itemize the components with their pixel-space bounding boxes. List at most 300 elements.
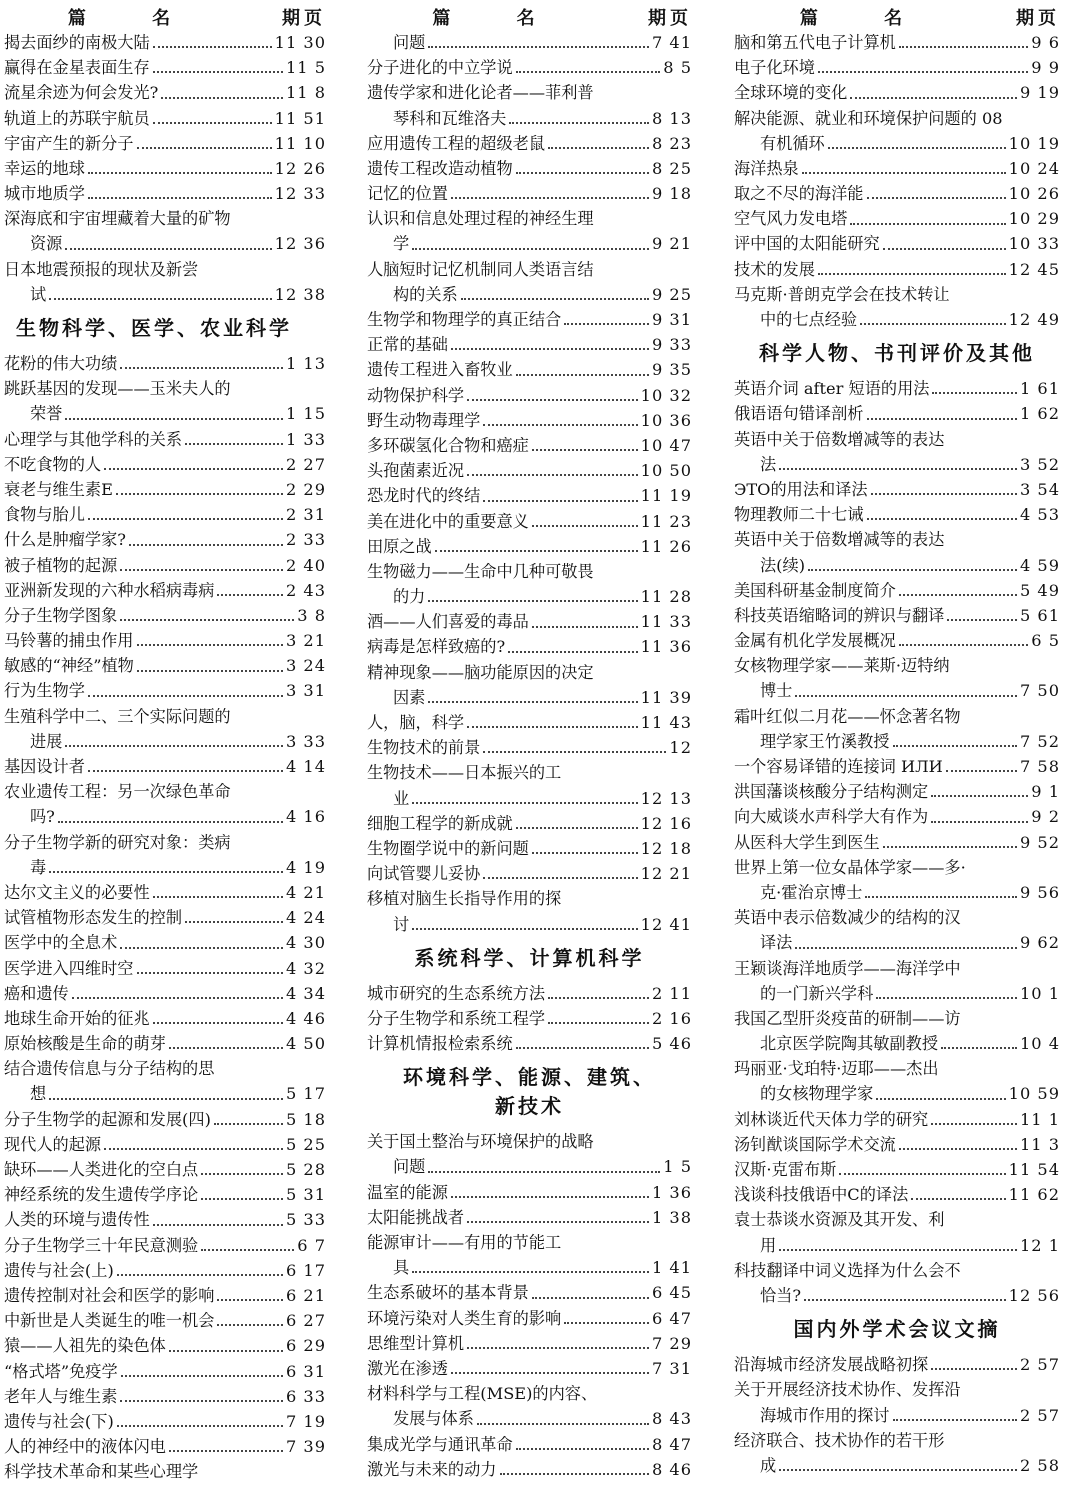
issue-page: 2 58 bbox=[1019, 1455, 1060, 1475]
entry-title-line: 女核物理学家——莱斯·迈特纳 bbox=[734, 656, 950, 676]
entry-row bbox=[4, 1333, 326, 1358]
entry-title: 博士 bbox=[760, 681, 793, 701]
issue-page: 9 31 bbox=[651, 310, 692, 330]
dot-leader bbox=[931, 1368, 1017, 1370]
entry-continuation bbox=[4, 855, 326, 880]
entry-title: 具 bbox=[393, 1258, 410, 1278]
entry-row bbox=[367, 383, 692, 408]
issue-page: 8 43 bbox=[651, 1409, 692, 1429]
issue-page: 9 18 bbox=[651, 184, 692, 204]
issue-page: 9 56 bbox=[1019, 882, 1060, 902]
entry-continuation bbox=[4, 232, 326, 257]
entry-title: 医学中的全息术 bbox=[4, 933, 118, 953]
entry-title: 有机循环 bbox=[760, 133, 825, 153]
issue-page: 4 53 bbox=[1019, 505, 1060, 525]
entry-row bbox=[367, 1180, 692, 1205]
issue-page: 4 19 bbox=[285, 857, 326, 877]
issue-page: 7 29 bbox=[651, 1333, 692, 1353]
issue-page: 9 6 bbox=[1031, 32, 1060, 52]
section-heading bbox=[367, 1056, 692, 1129]
issue-page: 5 46 bbox=[651, 1034, 692, 1054]
dot-leader bbox=[201, 1173, 283, 1175]
entry-row bbox=[367, 307, 692, 332]
dot-leader bbox=[500, 1473, 649, 1475]
entry-row bbox=[367, 131, 692, 156]
entry-title: 酒——人们喜爱的毒品 bbox=[367, 612, 529, 632]
entry-title: 基因设计者 bbox=[4, 757, 85, 777]
issue-page: 11 62 bbox=[1008, 1185, 1060, 1205]
issue-page: 12 36 bbox=[274, 234, 326, 254]
column-1-entries bbox=[4, 30, 326, 1485]
entry-title: 遗传工程进入畜牧业 bbox=[367, 360, 513, 380]
dot-leader bbox=[839, 1173, 1005, 1175]
entry-continuation bbox=[734, 1283, 1060, 1308]
entry-row bbox=[4, 1107, 326, 1132]
entry-row bbox=[4, 981, 326, 1006]
dot-leader bbox=[117, 1425, 283, 1427]
dot-leader bbox=[532, 449, 638, 451]
entry-title: 达尔文主义的必要性 bbox=[4, 882, 150, 902]
dot-leader bbox=[153, 46, 272, 48]
dot-leader bbox=[49, 871, 283, 873]
issue-page: 8 47 bbox=[651, 1434, 692, 1454]
dot-leader bbox=[532, 525, 638, 527]
entry-title: 海城市作用的探讨 bbox=[760, 1405, 890, 1425]
column-header bbox=[367, 4, 692, 30]
entry-title: 头孢菌素近况 bbox=[367, 461, 465, 481]
issue-page: 3 21 bbox=[285, 631, 326, 651]
dot-leader bbox=[88, 197, 272, 199]
entry-title: 英语介词 after 短语的用法 bbox=[734, 379, 930, 399]
issue-page: 5 61 bbox=[1019, 605, 1060, 625]
column-header bbox=[734, 4, 1060, 30]
entry-title: 的一门新兴学科 bbox=[760, 983, 874, 1003]
dot-leader bbox=[483, 424, 637, 426]
entry-title-line: 材料科学与工程(MSE)的内容、 bbox=[367, 1384, 598, 1404]
section-heading-line: 环境科学、能源、建筑、 bbox=[403, 1065, 656, 1090]
entry-title: 生态系破坏的基本背景 bbox=[367, 1283, 529, 1303]
entry-title: 的女核物理学家 bbox=[760, 1084, 874, 1104]
entry-title-line: 王颖谈海洋地质学——海洋学中 bbox=[734, 958, 961, 978]
entry-title-line: 日本地震预报的现状及新尝 bbox=[4, 259, 199, 279]
dot-leader bbox=[828, 147, 1006, 149]
issue-page: 3 52 bbox=[1019, 454, 1060, 474]
dot-leader bbox=[201, 1249, 294, 1251]
dot-leader bbox=[860, 323, 1006, 325]
entry-title: 海洋热泉 bbox=[734, 158, 799, 178]
issue-page: 8 5 bbox=[663, 58, 692, 78]
entry-title: 刘林谈近代天体力学的研究 bbox=[734, 1109, 929, 1129]
entry-title: 成 bbox=[760, 1455, 777, 1475]
entry-row bbox=[4, 30, 326, 55]
entry-title: 物理教师二十七诫 bbox=[734, 505, 864, 525]
dot-leader bbox=[120, 619, 294, 621]
entry-row bbox=[734, 578, 1060, 603]
entry-row bbox=[734, 754, 1060, 779]
entry-row bbox=[367, 181, 692, 206]
issue-page: 2 11 bbox=[651, 983, 692, 1003]
dot-leader bbox=[548, 1022, 649, 1024]
entry-row bbox=[734, 156, 1060, 181]
issue-page: 11 10 bbox=[274, 133, 326, 153]
dot-leader bbox=[876, 997, 1017, 999]
issue-page: 12 1 bbox=[1019, 1235, 1060, 1255]
entry-title: 记忆的位置 bbox=[367, 184, 448, 204]
issue-page: 9 9 bbox=[1031, 58, 1060, 78]
entry-title-line: 生物技术——日本振兴的工 bbox=[367, 763, 562, 783]
entry-continuation bbox=[734, 131, 1060, 156]
issue-page: 3 54 bbox=[1019, 479, 1060, 499]
entry-row bbox=[734, 1182, 1060, 1207]
entry-row bbox=[4, 628, 326, 653]
dot-leader bbox=[412, 1271, 649, 1273]
dot-leader bbox=[467, 1347, 649, 1349]
issue-page: 10 50 bbox=[640, 461, 692, 481]
entry-title: 人的神经中的液体闪电 bbox=[4, 1437, 166, 1457]
entry-row bbox=[4, 1409, 326, 1434]
dot-leader bbox=[467, 1221, 649, 1223]
entry-row bbox=[4, 156, 326, 181]
entry-row bbox=[4, 1157, 326, 1182]
dot-leader bbox=[88, 518, 283, 520]
entry-title-line: 科技翻译中词义选择为什么会不 bbox=[734, 1260, 961, 1280]
entry-continuation bbox=[734, 553, 1060, 578]
entry-title: 神经系统的发生遗传学序论 bbox=[4, 1185, 199, 1205]
dot-leader bbox=[899, 46, 1028, 48]
entry-row bbox=[4, 905, 326, 930]
entry-title: 多环碳氢化合物和癌症 bbox=[367, 435, 529, 455]
dot-leader bbox=[217, 1299, 283, 1301]
entry-title: 沿海城市经济发展战略初探 bbox=[734, 1355, 929, 1375]
dot-leader bbox=[120, 569, 283, 571]
entry-continuation bbox=[367, 1255, 692, 1280]
header-title: 篇 名 bbox=[799, 8, 933, 29]
entry-title: 计算机情报检索系统 bbox=[367, 1034, 513, 1054]
entry-row bbox=[734, 804, 1060, 829]
entry-title: 中新世是人类诞生的唯一机会 bbox=[4, 1311, 215, 1331]
dot-leader bbox=[137, 670, 283, 672]
entry-row bbox=[4, 1207, 326, 1232]
entry-row bbox=[4, 131, 326, 156]
entry-title: 猿——人祖先的染色体 bbox=[4, 1336, 166, 1356]
entry-title: 空气风力发电塔 bbox=[734, 209, 848, 229]
issue-page: 8 25 bbox=[651, 158, 692, 178]
issue-page: 9 1 bbox=[1031, 782, 1060, 802]
dot-leader bbox=[120, 367, 283, 369]
entry-title: 幸运的地球 bbox=[4, 158, 85, 178]
entry-title: 法 bbox=[760, 454, 777, 474]
entry-continuation bbox=[4, 1082, 326, 1107]
issue-page: 12 18 bbox=[640, 838, 692, 858]
entry-row bbox=[367, 458, 692, 483]
dot-leader bbox=[451, 348, 649, 350]
entry-title: 马铃薯的捕虫作用 bbox=[4, 631, 134, 651]
entry-row bbox=[734, 1157, 1060, 1182]
entry-row bbox=[734, 1352, 1060, 1377]
entry-row bbox=[367, 1457, 692, 1482]
issue-page: 2 57 bbox=[1019, 1405, 1060, 1425]
entry-row bbox=[734, 55, 1060, 80]
issue-page: 1 38 bbox=[651, 1207, 692, 1227]
issue-page: 6 33 bbox=[285, 1386, 326, 1406]
entry-row bbox=[734, 1132, 1060, 1157]
dot-leader bbox=[931, 795, 1028, 797]
issue-page: 6 17 bbox=[285, 1260, 326, 1280]
dot-leader bbox=[867, 418, 1017, 420]
issue-page: 2 40 bbox=[285, 555, 326, 575]
entry-title: 动物保护科学 bbox=[367, 385, 465, 405]
issue-page: 11 3 bbox=[1019, 1134, 1060, 1154]
header-title: 篇 名 bbox=[67, 8, 201, 29]
entry-title: 老年人与维生素 bbox=[4, 1386, 118, 1406]
dot-leader bbox=[808, 569, 1017, 571]
entry-title-line: 袁士恭谈水资源及其开发、利 bbox=[734, 1210, 945, 1230]
dot-leader bbox=[451, 197, 649, 199]
entry-row bbox=[734, 257, 1060, 282]
section-heading: 科学人物、书刊评价及其他 bbox=[759, 341, 1035, 366]
entry-row bbox=[4, 679, 326, 704]
entry-title: 被子植物的起源 bbox=[4, 555, 118, 575]
issue-page: 2 33 bbox=[285, 530, 326, 550]
issue-page: 3 31 bbox=[285, 681, 326, 701]
entry-title: 毒 bbox=[30, 857, 47, 877]
section-heading: 系统科学、计算机科学 bbox=[414, 945, 645, 970]
dot-leader bbox=[153, 896, 283, 898]
issue-page: 10 4 bbox=[1019, 1034, 1060, 1054]
entry-title: “格式塔”免疫学 bbox=[4, 1361, 118, 1381]
issue-page: 4 46 bbox=[285, 1008, 326, 1028]
entry-continuation bbox=[734, 679, 1060, 704]
issue-page: 12 56 bbox=[1008, 1285, 1060, 1305]
issue-page: 2 16 bbox=[651, 1008, 692, 1028]
entry-row bbox=[367, 811, 692, 836]
issue-page: 12 41 bbox=[640, 914, 692, 934]
entry-row bbox=[4, 1132, 326, 1157]
dot-leader bbox=[120, 947, 283, 949]
dot-leader bbox=[818, 71, 1028, 73]
issue-page: 11 5 bbox=[285, 58, 326, 78]
issue-page: 10 36 bbox=[640, 410, 692, 430]
issue-page: 4 32 bbox=[285, 958, 326, 978]
column-1 bbox=[4, 4, 326, 1496]
entry-title: 评中国的太阳能研究 bbox=[734, 234, 880, 254]
issue-page: 1 33 bbox=[285, 429, 326, 449]
column-3 bbox=[734, 4, 1060, 1496]
entry-title: 吗? bbox=[30, 807, 55, 827]
entry-title-line: 马克斯·普朗克学会在技术转让 bbox=[734, 284, 950, 304]
entry-continuation bbox=[367, 282, 692, 307]
issue-page: 11 54 bbox=[1008, 1160, 1060, 1180]
entry-row bbox=[367, 1432, 692, 1457]
dot-leader bbox=[467, 399, 638, 401]
dot-leader bbox=[65, 745, 283, 747]
entry-title: 美在进化中的重要意义 bbox=[367, 511, 529, 531]
dot-leader bbox=[185, 443, 283, 445]
entry-row bbox=[734, 80, 1060, 105]
dot-leader bbox=[121, 1375, 283, 1377]
dot-leader bbox=[169, 1350, 283, 1352]
entry-row bbox=[734, 502, 1060, 527]
entry-title: 揭去面纱的南极大陆 bbox=[4, 32, 150, 52]
entry-title-line: 世界上第一位女晶体学家——多· bbox=[734, 857, 966, 877]
entry-continuation bbox=[734, 1403, 1060, 1428]
entry-row bbox=[734, 830, 1060, 855]
entry-row bbox=[367, 836, 692, 861]
header-issue-page: 期页 bbox=[1016, 8, 1060, 29]
entry-title: 不吃食物的人 bbox=[4, 454, 102, 474]
dot-leader bbox=[117, 1274, 283, 1276]
dot-leader bbox=[867, 197, 1006, 199]
entry-continuation bbox=[734, 1031, 1060, 1056]
entry-title: 正常的基础 bbox=[367, 335, 448, 355]
dot-leader bbox=[865, 896, 1017, 898]
entry-title: 讨 bbox=[393, 914, 410, 934]
issue-page: 5 31 bbox=[285, 1185, 326, 1205]
issue-page: 5 18 bbox=[285, 1109, 326, 1129]
entry-title: 中的七点经验 bbox=[760, 310, 858, 330]
dot-leader bbox=[548, 997, 649, 999]
entry-title: 分子生物学的起源和发展(四) bbox=[4, 1109, 211, 1129]
dot-leader bbox=[451, 1196, 649, 1198]
entry-title: 分子生物学三十年民意测验 bbox=[4, 1235, 199, 1255]
issue-page: 4 16 bbox=[285, 807, 326, 827]
dot-leader bbox=[941, 1047, 1017, 1049]
issue-page: 7 31 bbox=[651, 1358, 692, 1378]
dot-leader bbox=[72, 997, 283, 999]
entry-title: 译法 bbox=[760, 933, 793, 953]
entry-row bbox=[734, 477, 1060, 502]
entry-title: 原始核酸是生命的萌芽 bbox=[4, 1034, 166, 1054]
entry-row bbox=[367, 1331, 692, 1356]
section-heading: 国内外学术会议文摘 bbox=[793, 1317, 1001, 1342]
entry-title: 遗传控制对社会和医学的影响 bbox=[4, 1285, 215, 1305]
dot-leader bbox=[532, 626, 638, 628]
entry-continuation bbox=[367, 685, 692, 710]
dot-leader bbox=[214, 1123, 283, 1125]
entry-row bbox=[4, 502, 326, 527]
entry-row bbox=[367, 433, 692, 458]
entry-row bbox=[367, 1031, 692, 1056]
entry-title: 遗传与社会(上) bbox=[4, 1260, 114, 1280]
entry-title-line: 玛丽亚·戈珀特·迈耶——杰出 bbox=[734, 1059, 939, 1079]
dot-leader bbox=[516, 71, 661, 73]
entry-row bbox=[367, 861, 692, 886]
issue-page: 11 26 bbox=[640, 536, 692, 556]
dot-leader bbox=[893, 745, 1017, 747]
entry-continuation bbox=[367, 106, 692, 131]
entry-row bbox=[734, 779, 1060, 804]
dot-leader bbox=[516, 374, 649, 376]
issue-page: 7 50 bbox=[1019, 681, 1060, 701]
dot-leader bbox=[153, 1022, 283, 1024]
entry-row bbox=[367, 1356, 692, 1381]
dot-leader bbox=[104, 468, 283, 470]
entry-title: 科技英语缩略词的辨识与翻译 bbox=[734, 605, 945, 625]
dot-leader bbox=[548, 147, 649, 149]
dot-leader bbox=[804, 1299, 1006, 1301]
entry-title-line: 关于国土整治与环境保护的战略 bbox=[367, 1132, 594, 1152]
issue-page: 11 28 bbox=[640, 587, 692, 607]
issue-page: 4 50 bbox=[285, 1034, 326, 1054]
dot-leader bbox=[532, 852, 638, 854]
issue-page: 6 45 bbox=[651, 1283, 692, 1303]
issue-page: 9 21 bbox=[651, 234, 692, 254]
dot-leader bbox=[509, 122, 649, 124]
issue-page: 10 26 bbox=[1008, 184, 1060, 204]
entry-row bbox=[4, 55, 326, 80]
dot-leader bbox=[428, 600, 637, 602]
issue-page: 11 39 bbox=[640, 687, 692, 707]
entry-row bbox=[4, 553, 326, 578]
entry-title: 因素 bbox=[393, 687, 426, 707]
dot-leader bbox=[65, 418, 283, 420]
issue-page: 11 36 bbox=[640, 637, 692, 657]
dot-leader bbox=[564, 1322, 649, 1324]
entry-title-line: 跳跃基因的发现——玉米夫人的 bbox=[4, 379, 231, 399]
entry-title-line: 结合遗传信息与分子结构的思 bbox=[4, 1059, 215, 1079]
issue-page: 1 61 bbox=[1019, 379, 1060, 399]
entry-title: 分子生物学和系统工程学 bbox=[367, 1008, 546, 1028]
dot-leader bbox=[871, 493, 1017, 495]
issue-page: 6 5 bbox=[1031, 631, 1060, 651]
dot-leader bbox=[850, 97, 1017, 99]
dot-leader bbox=[508, 651, 637, 653]
entry-row bbox=[734, 603, 1060, 628]
entry-title: 电子化环境 bbox=[734, 58, 815, 78]
issue-page: 8 23 bbox=[651, 133, 692, 153]
entry-title: 轨道上的苏联宇航员 bbox=[4, 108, 150, 128]
entry-title: 构的关系 bbox=[393, 284, 458, 304]
issue-page: 1 36 bbox=[651, 1182, 692, 1202]
issue-page: 12 bbox=[669, 738, 692, 758]
entry-row bbox=[367, 408, 692, 433]
entry-continuation bbox=[734, 729, 1060, 754]
dot-leader bbox=[883, 846, 1017, 848]
entry-continuation bbox=[734, 981, 1060, 1006]
entry-title: 遗传与社会(下) bbox=[4, 1411, 114, 1431]
issue-page: 12 26 bbox=[274, 158, 326, 178]
column-3-entries bbox=[734, 30, 1060, 1478]
entry-title: 城市地质学 bbox=[4, 184, 85, 204]
issue-page: 4 24 bbox=[285, 908, 326, 928]
entry-title: 恐龙时代的终结 bbox=[367, 486, 481, 506]
entry-row bbox=[734, 206, 1060, 231]
entry-title: 花粉的伟大功绩 bbox=[4, 354, 118, 374]
issue-page: 2 57 bbox=[1019, 1355, 1060, 1375]
issue-page: 3 8 bbox=[297, 605, 326, 625]
entry-row bbox=[4, 603, 326, 628]
entry-row bbox=[4, 1233, 326, 1258]
entry-row bbox=[734, 628, 1060, 653]
entry-title: 从医科大学生到医生 bbox=[734, 832, 880, 852]
entry-title: 癌和遗传 bbox=[4, 983, 69, 1003]
dot-leader bbox=[516, 1047, 649, 1049]
column-header bbox=[4, 4, 326, 30]
issue-page: 2 31 bbox=[285, 505, 326, 525]
issue-page: 11 19 bbox=[640, 486, 692, 506]
entry-title: 取之不尽的海洋能 bbox=[734, 184, 864, 204]
entry-title: 问题 bbox=[393, 1157, 426, 1177]
entry-title: 学 bbox=[393, 234, 410, 254]
issue-page: 6 7 bbox=[297, 1235, 326, 1255]
entry-row bbox=[4, 106, 326, 131]
entry-title: 美国科研基金制度简介 bbox=[734, 580, 896, 600]
column-2 bbox=[367, 4, 692, 1496]
entry-row bbox=[4, 427, 326, 452]
entry-title: 行为生物学 bbox=[4, 681, 85, 701]
entry-title: 食物与胎儿 bbox=[4, 505, 85, 525]
entry-title-line: 科学技术革命和某些心理学 bbox=[4, 1462, 199, 1482]
